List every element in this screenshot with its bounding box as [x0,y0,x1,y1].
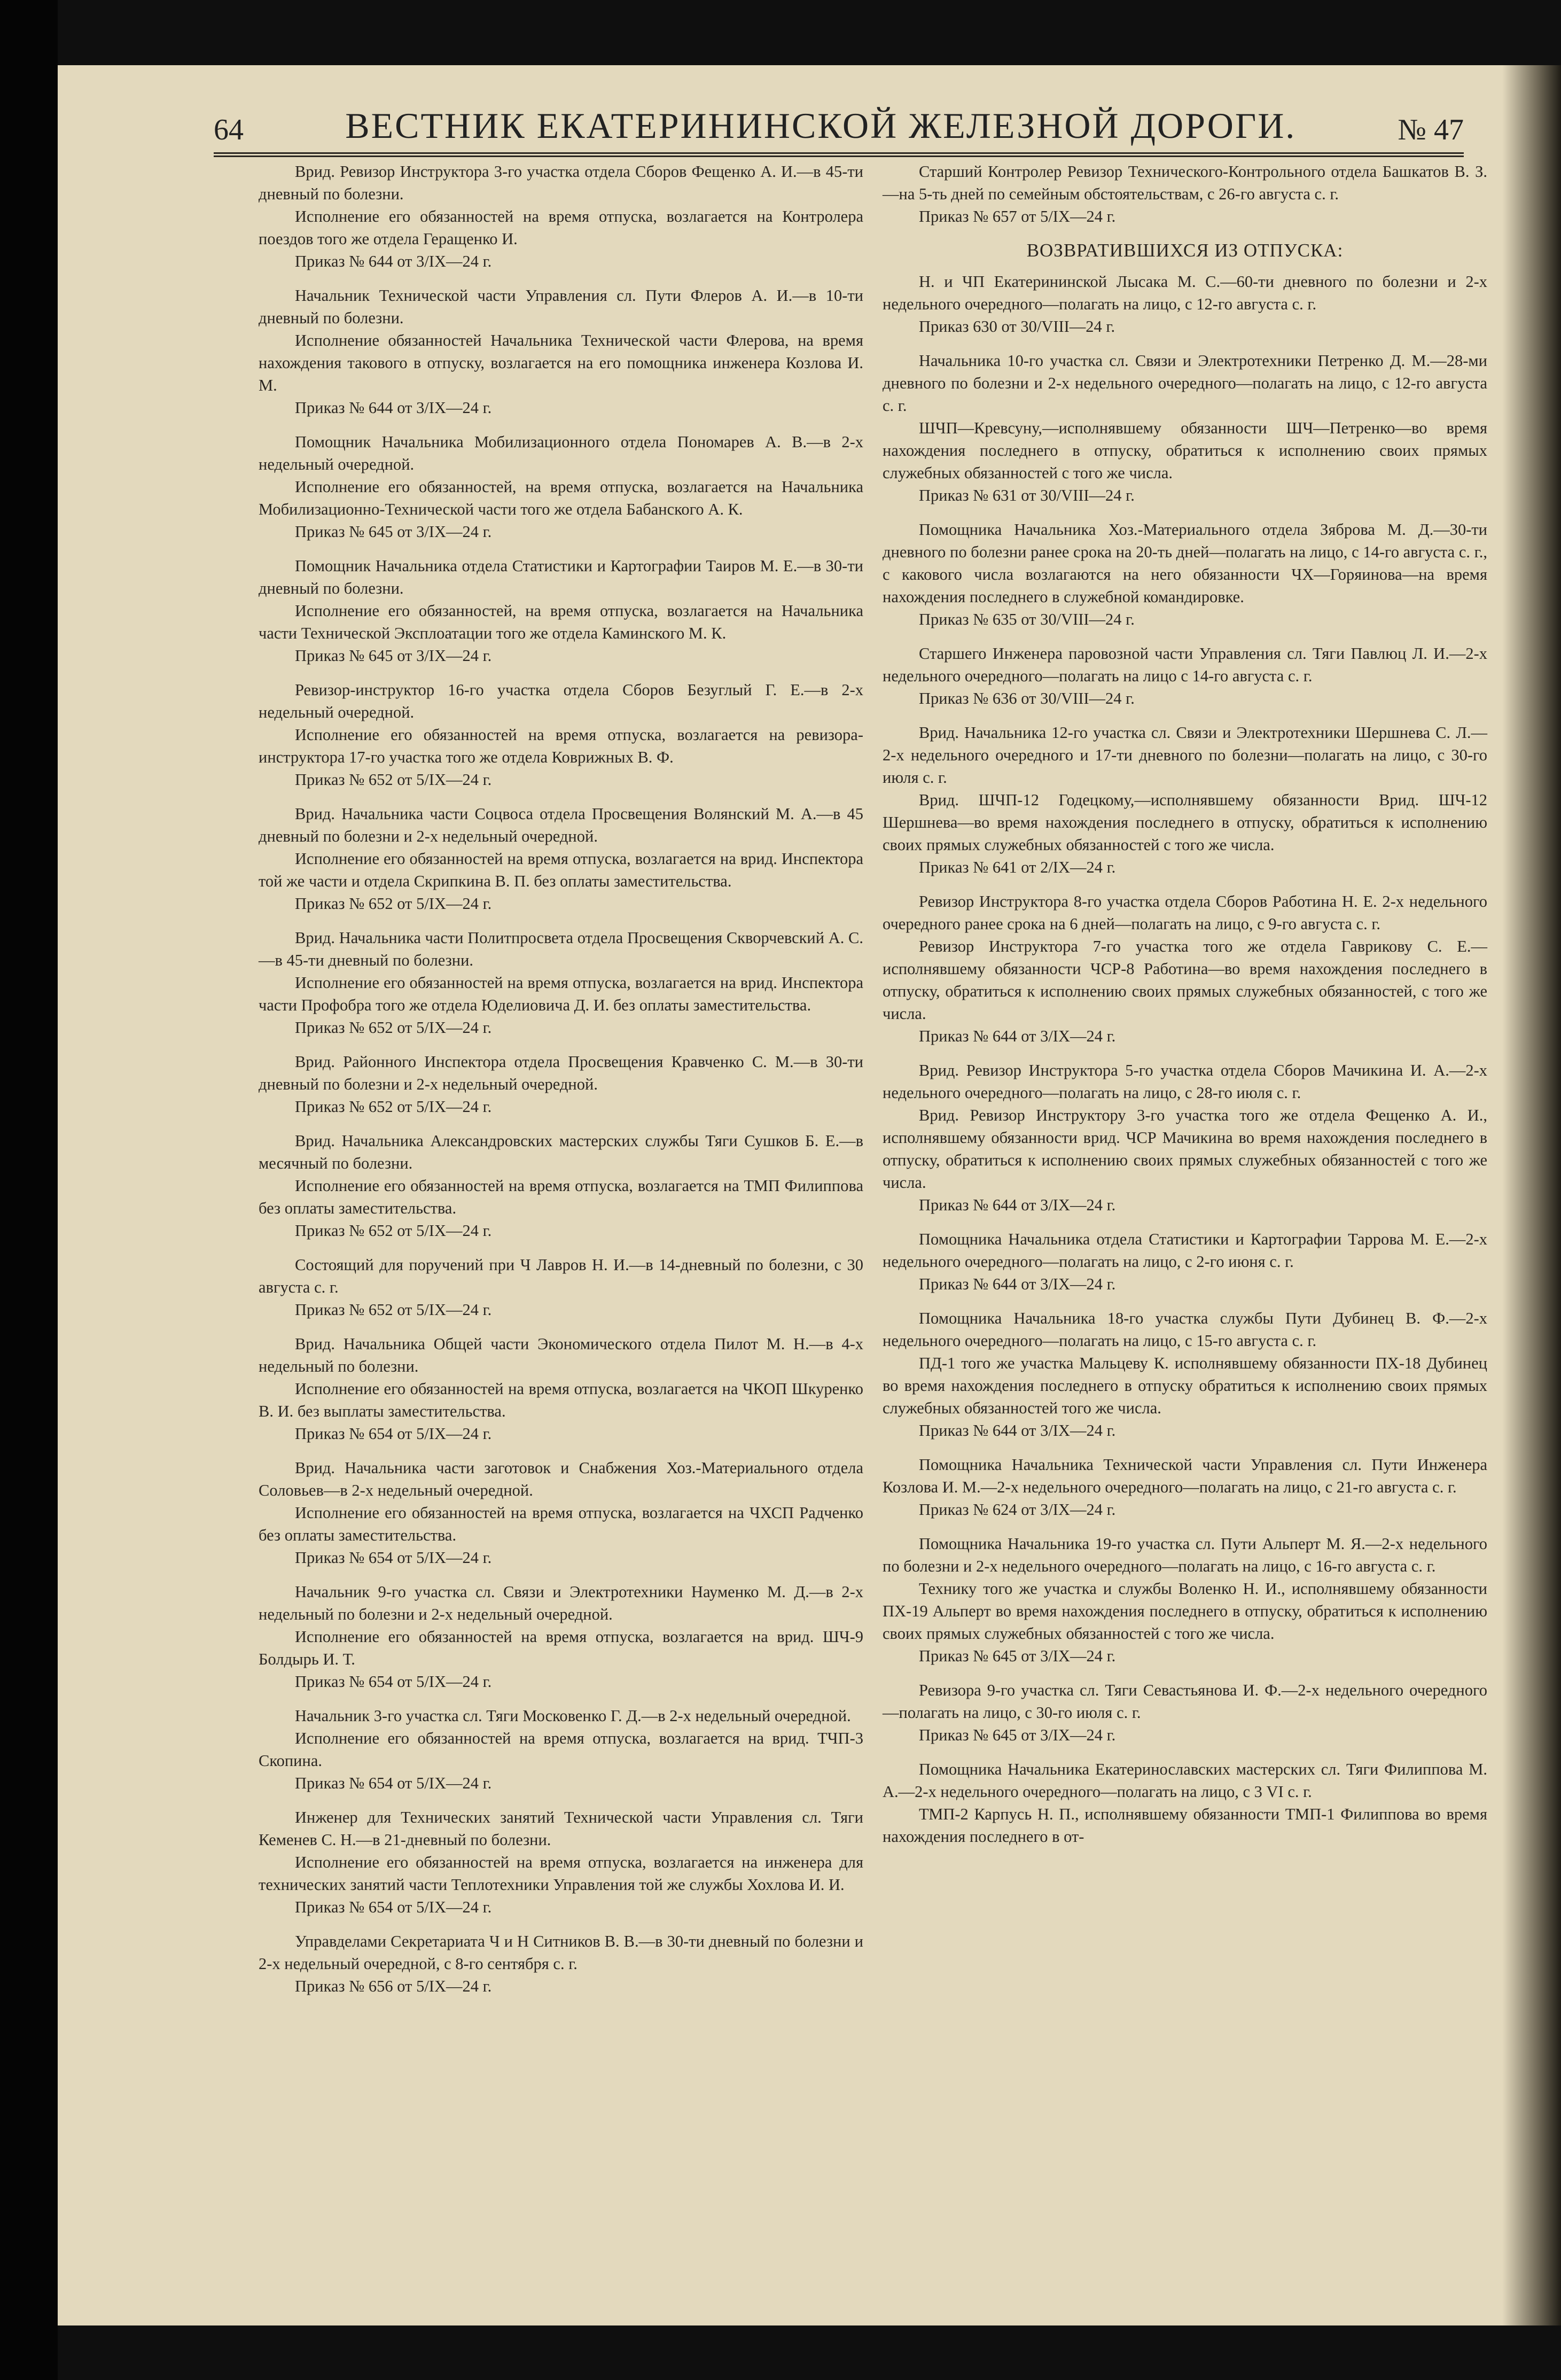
notice-entry [883,1059,1487,1216]
order-reference: Приказ № 652 от 5/IX—24 г. [295,895,492,913]
order-reference: Приказ № 641 от 2/IX—24 г. [919,858,1116,876]
notice-entry [259,679,863,791]
notice-paragraph: Начальник 3-го участка сл. Тяги Московенко Г. Д.—в 2-х недельный очередной. [295,1707,851,1725]
notice-paragraph: Врид. Начальника части заготовок и Снабжения Хоз.-Материального отдела Соловьев—в 2-х недельный очередной. [259,1459,863,1499]
notice-entry [883,160,1487,228]
notice-entry [883,1679,1487,1746]
journal-title: ВЕСТНИК ЕКАТЕРИНИНСКОЙ ЖЕЛЕЗНОЙ ДОРОГИ. [345,105,1297,146]
notice-entry [259,1333,863,1445]
order-reference: Приказ № 654 от 5/IX—24 г. [295,1673,492,1691]
notice-paragraph: Помощника Начальника Хоз.-Материального отдела Зяброва М. Д.—30-ти дневного по болезни ранее срока на 20-ть дней—полагать на лицо, с 14-го августа с. г., с какового числа возлагаются на него обязанности ЧХ—Горяинова—на время нахождения последнего в служебной командировке. [883,520,1487,606]
order-reference: Приказ № 656 от 5/IX—24 г. [295,1977,492,1995]
left-column [259,160,863,2009]
notice-entry [259,1130,863,1242]
notice-entry [259,284,863,419]
order-reference: Приказ № 631 от 30/VIII—24 г. [919,486,1135,504]
notice-entry [883,349,1487,507]
notice-paragraph: Ревизор Инструктора 7-го участка того же отдела Гаврикову С. Е.—исполнявшему обязанности ЧСР-8 Работина—во время нахождения последнего в отпуску, обратиться к исполнению своих прямых служебных обязанностей, с того же числа. [883,937,1487,1023]
notice-paragraph: Технику того же участка и службы Воленко Н. И., исполнявшему обязанности ПХ-19 Альперт во время нахождения последнего в отпуску, обратиться к исполнению своих прямых служебных обязанностей с того же числа. [883,1580,1487,1643]
order-reference: Приказ № 652 от 5/IX—24 г. [295,1222,492,1240]
notice-paragraph: Исполнение его обязанностей, на время отпуска, возлагается на Начальника Мобилизационно-Технической части того же отдела Бабанского А. К. [259,478,863,518]
order-reference: Приказ № 654 от 5/IX—24 г. [295,1898,492,1916]
notice-paragraph: Врид. Начальника Общей части Экономического отдела Пилот М. Н.—в 4-х недельный по болезни. [259,1335,863,1375]
notice-entry [259,927,863,1039]
notice-paragraph: Исполнение его обязанностей, на время отпуска, возлагается на Начальника части Технической Эксплоатации того же отдела Каминского М. К. [259,602,863,642]
scan-background-left [0,0,58,2380]
order-reference: Приказ № 644 от 3/IX—24 г. [919,1421,1116,1440]
notice-paragraph: Врид. Начальника Александровских мастерских службы Тяги Сушков Б. Е.—в месячный по болезни. [259,1132,863,1172]
notice-paragraph: Исполнение его обязанностей на время отпуска, возлагается на врид. Инспектора той же части и отдела Скрипкина В. П. без оплаты заместительства. [259,850,863,890]
notice-paragraph: Врид. Районного Инспектора отдела Просвещения Кравченко С. М.—в 30-ти дневный по болезни и 2-х недельный очередной. [259,1053,863,1093]
notice-paragraph: Н. и ЧП Екатерининской Лысака М. С.—60-ти дневного по болезни и 2-х недельного очередного—полагать на лицо, с 12-го августа с. г. [883,273,1487,313]
order-reference: Приказ № 652 от 5/IX—24 г. [295,1018,492,1037]
notice-entry [259,160,863,273]
notice-paragraph: Исполнение обязанностей Начальника Технической части Флерова, на время нахождения такового в отпуску, возлагается на его помощника инженера Козлова И. М. [259,331,863,394]
notice-paragraph: Начальник Технической части Управления сл. Пути Флеров А. И.—в 10-ти дневный по болезни. [259,286,863,327]
notice-paragraph: Инженер для Технических занятий Технической части Управления сл. Тяги Кеменев С. Н.—в 21-дневный по болезни. [259,1808,863,1849]
order-reference: Приказ № 644 от 3/IX—24 г. [295,252,492,270]
notice-paragraph: Врид. Ревизор Инструктора 5-го участка отдела Сборов Мачикина И. А.—2-х недельного очередного—полагать на лицо, с 28-го июля с. г. [883,1061,1487,1102]
notice-entry [259,555,863,667]
notice-entry [259,431,863,543]
order-reference: Приказ № 654 от 5/IX—24 г. [295,1549,492,1567]
notice-entry [883,1453,1487,1521]
issue-number: № 47 [1398,113,1464,146]
notice-paragraph: Старший Контролер Ревизор Технического-Контрольного отдела Башкатов В. З.—на 5-ть дней по семейным обстоятельствам, с 26-го августа с. г. [883,162,1487,203]
notice-entry [883,721,1487,878]
notice-paragraph: Помощника Начальника 18-го участка службы Пути Дубинец В. Ф.—2-х недельного очередного—полагать на лицо, с 15-го августа с. г. [883,1309,1487,1350]
notice-paragraph: Врид. Ревизор Инструктора 3-го участка отдела Сборов Фещенко А. И.—в 45-ти дневный по болезни. [259,162,863,203]
notice-entry [883,642,1487,710]
notice-paragraph: Врид. Начальника 12-го участка сл. Связи и Электротехники Шершнева С. Л.—2-х недельного очередного и 17-ти дневного по болезни—полагать на лицо, с 30-го июля с. г. [883,724,1487,787]
notice-paragraph: Управделами Секретариата Ч и Н Ситников В. В.—в 30-ти дневный по болезни и 2-х недельный очередной, с 8-го сентября с. г. [259,1932,863,1973]
order-reference: Приказ № 645 от 3/IX—24 г. [919,1726,1116,1744]
order-reference: Приказ № 635 от 30/VIII—24 г. [919,610,1135,628]
notice-paragraph: Старшего Инженера паровозной части Управления сл. Тяги Павлюц Л. И.—2-х недельного очередного—полагать на лицо с 14-го августа с. г. [883,644,1487,685]
notice-entry [883,1533,1487,1667]
notice-entry [259,803,863,915]
order-reference: Приказ № 644 от 3/IX—24 г. [919,1275,1116,1293]
order-reference: Приказ № 644 от 3/IX—24 г. [919,1196,1116,1214]
notice-paragraph: Исполнение его обязанностей на время отпуска, возлагается на ТМП Филиппова без оплаты заместительства. [259,1177,863,1217]
order-reference: Приказ № 645 от 3/IX—24 г. [919,1647,1116,1665]
notice-paragraph: Ревизор Инструктора 8-го участка отдела Сборов Работина Н. Е. 2-х недельного очередного ранее срока на 6 дней—полагать на лицо, с 9-го августа с. г. [883,892,1487,933]
notice-paragraph: Помощника Начальника 19-го участка сл. Пути Альперт М. Я.—2-х недельного по болезни и 2-х недельного очередного—полагать на лицо, с 16-го августа с. г. [883,1535,1487,1575]
notice-entry [259,1457,863,1569]
notice-entry [883,1228,1487,1295]
order-reference: Приказ № 654 от 5/IX—24 г. [295,1774,492,1792]
notice-paragraph: Ревизора 9-го участка сл. Тяги Севастьянова И. Ф.—2-х недельного очередного—полагать на лицо, с 30-го июля с. г. [883,1681,1487,1722]
order-reference: Приказ № 654 от 5/IX—24 г. [295,1425,492,1443]
notice-paragraph: Состоящий для поручений при Ч Лавров Н. И.—в 14-дневный по болезни, с 30 августа с. г. [259,1256,863,1296]
notice-paragraph: Врид. Начальника части Соцвоса отдела Просвещения Волянский М. А.—в 45 дневный по болезни и 2-х недельный очередной. [259,805,863,845]
notice-paragraph: ПД-1 того же участка Мальцеву К. исполнявшему обязанности ПХ-18 Дубинец во время нахождения последнего в отпуску обратиться к исполнению своих прямых служебных обязанностей того же числа. [883,1354,1487,1417]
notice-entry [883,890,1487,1047]
notice-paragraph: Помощника Начальника Екатеринославских мастерских сл. Тяги Филиппова М. А.—2-х недельного очередного—полагать на лицо, с 3 VI с. г. [883,1760,1487,1801]
order-reference: Приказ № 644 от 3/IX—24 г. [295,399,492,417]
notice-entry [259,1705,863,1794]
order-reference: Приказ 630 от 30/VIII—24 г. [919,317,1115,336]
order-reference: Приказ № 657 от 5/IX—24 г. [919,207,1116,225]
notice-paragraph: Исполнение его обязанностей на время отпуска, возлагается на ревизора-инструктора 17-го участка того же отдела Коврижных В. Ф. [259,726,863,766]
notice-entry [259,1930,863,1997]
order-reference: Приказ № 645 от 3/IX—24 г. [295,647,492,665]
page-number: 64 [214,113,244,146]
notice-entry [259,1051,863,1118]
notice-paragraph: Врид. Ревизор Инструктору 3-го участка того же отдела Фещенко А. И., исполнявшему обязанности врид. ЧСР Мачикина во время нахождения последнего в отпуску, обратиться к исполнению своих прямых служебных обязанностей с того же числа. [883,1106,1487,1192]
notice-paragraph: Исполнение его обязанностей на время отпуска, возлагается на врид. Инспектора части Профобра того же отдела Юделиовича Д. И. без оплаты заместительства. [259,974,863,1014]
order-reference: Приказ № 645 от 3/IX—24 г. [295,523,492,541]
section-heading: ВОЗВРАТИВШИХСЯ ИЗ ОТПУСКА: [1026,240,1344,261]
page-fold-shadow [1502,65,1561,2325]
notice-entry [259,1806,863,1918]
notice-paragraph: Исполнение его обязанностей на время отпуска, возлагается на ЧКОП Шкуренко В. И. без выплаты заместительства. [259,1380,863,1420]
notice-paragraph: ТМП-2 Карпусь Н. П., исполнявшему обязанности ТМП-1 Филиппова во время нахождения последнего в от- [883,1805,1487,1846]
order-reference: Приказ № 636 от 30/VIII—24 г. [919,689,1135,707]
notice-paragraph: Исполнение его обязанностей на время отпуска, возлагается на Контролера поездов того же отдела Геращенко И. [259,207,863,248]
notice-entry [259,1581,863,1693]
notice-paragraph: Помощника Начальника Технической части Управления сл. Пути Инженера Козлова И. М.—2-х недельного очередного—полагать на лицо, с 21-го августа с. г. [883,1456,1487,1496]
notice-paragraph: Помощник Начальника отдела Статистики и Картографии Таиров М. Е.—в 30-ти дневный по болезни. [259,557,863,597]
order-reference: Приказ № 652 от 5/IX—24 г. [295,771,492,789]
order-reference: Приказ № 652 от 5/IX—24 г. [295,1301,492,1319]
notice-paragraph: Начальник 9-го участка сл. Связи и Электротехники Науменко М. Д.—в 2-х недельный по болезни и 2-х недельный очередной. [259,1583,863,1623]
notice-paragraph: Врид. Начальника части Политпросвета отдела Просвещения Скворчевский А. С.—в 45-ти дневный по болезни. [259,929,863,969]
notice-paragraph: Врид. ШЧП-12 Годецкому,—исполнявшему обязанности Врид. ШЧ-12 Шершнева—во время нахождения последнего в отпуску, обратиться к исполнению своих прямых служебных обязанностей с того же числа. [883,791,1487,854]
notice-paragraph: Начальника 10-го участка сл. Связи и Электротехники Петренко Д. М.—28-ми дневного по болезни и 2-х недельного очередного—полагать на лицо, с 12-го августа с. г. [883,352,1487,415]
notice-entry [883,270,1487,338]
order-reference: Приказ № 644 от 3/IX—24 г. [919,1027,1116,1045]
notice-entry [259,1254,863,1321]
notice-paragraph: ШЧП—Кревсуну,—исполнявшему обязанности ШЧ—Петренко—во время нахождения последнего в отпуску, обратиться к исполнению своих прямых служебных обязанностей с того же числа. [883,419,1487,482]
notice-paragraph: Помощник Начальника Мобилизационного отдела Пономарев А. В.—в 2-х недельный очередной. [259,433,863,473]
right-column [883,160,1487,1860]
page-header [214,88,1464,157]
order-reference: Приказ № 652 от 5/IX—24 г. [295,1098,492,1116]
notice-paragraph: Исполнение его обязанностей на время отпуска, возлагается на врид. ШЧ-9 Болдырь И. Т. [259,1628,863,1668]
notice-paragraph: Исполнение его обязанностей на время отпуска, возлагается на врид. ТЧП-3 Скопина. [259,1729,863,1770]
notice-entry [883,518,1487,631]
notice-entry [883,1307,1487,1442]
notice-paragraph: Исполнение его обязанностей на время отпуска, возлагается на инженера для технических занятий части Теплотехники Управления той же службы Хохлова И. И. [259,1853,863,1894]
notice-paragraph: Исполнение его обязанностей на время отпуска, возлагается на ЧХСП Радченко без оплаты заместительства. [259,1504,863,1544]
notice-paragraph: Помощника Начальника отдела Статистики и Картографии Таррова М. Е.—2-х недельного очередного—полагать на лицо, с 2-го июня с. г. [883,1230,1487,1271]
notice-paragraph: Ревизор-инструктор 16-го участка отдела Сборов Безуглый Г. Е.—в 2-х недельный очередной. [259,681,863,721]
notice-entry [883,1758,1487,1848]
order-reference: Приказ № 624 от 3/IX—24 г. [919,1500,1116,1519]
